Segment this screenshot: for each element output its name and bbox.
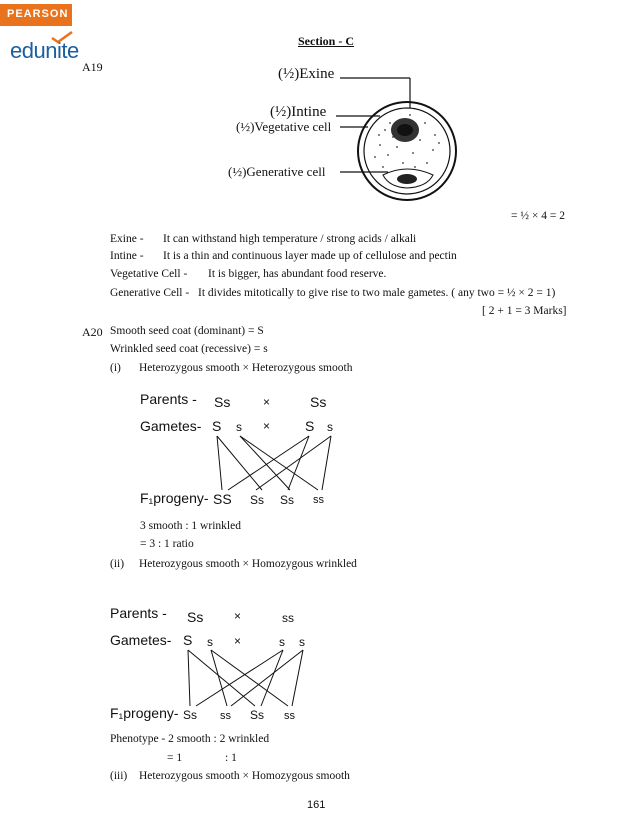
def-generative-text: It divides mitotically to give rise to two male gametes. ( any two = ½ × 2 = 1) xyxy=(198,287,556,299)
cross1-parents-label: Parents - xyxy=(140,391,197,407)
cross1-gamete-4: s xyxy=(327,420,333,434)
cross2-progeny-label: F₁progeny- xyxy=(110,705,179,721)
label-generative-cell: (½)Generative cell xyxy=(228,164,326,179)
cross1-progeny-2: Ss xyxy=(250,493,265,507)
question-label-a20: A20 xyxy=(82,325,103,339)
cross1-num: (i) xyxy=(110,362,121,374)
cross2-num: (ii) xyxy=(110,558,125,570)
cross2-gamete-4: s xyxy=(299,635,305,649)
label-exine: (½)Exine xyxy=(278,66,335,82)
cross2-progeny-3: Ss xyxy=(250,708,265,722)
question-label-a19: A19 xyxy=(82,60,103,74)
cross1-result1: 3 smooth : 1 wrinkled xyxy=(140,520,241,532)
cross3-num: (iii) xyxy=(110,770,128,782)
label-vegetative-cell: (½)Vegetative cell xyxy=(236,119,332,134)
def-exine-term: Exine - xyxy=(110,233,144,245)
a20-line2: Wrinkled seed coat (recessive) = s xyxy=(110,343,268,355)
cross1-progeny-3: Ss xyxy=(280,493,295,507)
cross1-gamete-2: s xyxy=(236,420,242,434)
cross2-parents-label: Parents - xyxy=(110,605,167,621)
def-vegetative-text: It is bigger, has abundant food reserve. xyxy=(208,268,387,280)
cross2-gametes-label: Gametes- xyxy=(110,632,172,648)
cross2-progeny-1: Ss xyxy=(183,708,198,722)
def-generative-term: Generative Cell - xyxy=(110,287,190,299)
cross2-times: × xyxy=(234,609,242,623)
pearson-logo-text: PEARSON xyxy=(7,8,69,20)
cross2-parent1: Ss xyxy=(187,609,204,625)
a19-score: = ½ × 4 = 2 xyxy=(511,210,565,222)
a19-marks: [ 2 + 1 = 3 Marks] xyxy=(482,305,567,317)
cross2-phenotype: Phenotype - 2 smooth : 2 wrinkled xyxy=(110,733,270,745)
cross1-progeny-1: SS xyxy=(213,491,232,507)
def-intine-text: It is a thin and continuous layer made up of cellulose and pectin xyxy=(163,250,457,262)
cross2-ratio-left: = 1 xyxy=(167,752,183,764)
cross2-gamete-3: s xyxy=(279,635,285,649)
cross1-gametes-label: Gametes- xyxy=(140,418,202,434)
cross2-parent2: ss xyxy=(282,611,294,625)
cross1-gamete-3: S xyxy=(305,418,315,434)
def-intine-term: Intine - xyxy=(110,250,144,262)
cross1-parent2: Ss xyxy=(310,394,327,410)
edunite-logo: edunite xyxy=(10,38,79,63)
cross2-progeny-4: ss xyxy=(284,710,295,722)
cross2-gametes-times: × xyxy=(234,634,242,648)
cross1-progeny-4: ss xyxy=(313,494,324,506)
cross1-gametes-times: × xyxy=(263,419,271,433)
cross2-gamete-2: s xyxy=(207,635,213,649)
cross1-times: × xyxy=(263,395,271,409)
cross1-progeny-label: F₁progeny- xyxy=(140,490,209,506)
cross1-result2: = 3 : 1 ratio xyxy=(140,538,194,550)
page-number: 161 xyxy=(307,799,326,811)
cross3-title: Heterozygous smooth × Homozygous smooth xyxy=(139,770,350,782)
cross2-ratio-right: : 1 xyxy=(225,752,237,764)
cross2-gamete-1: S xyxy=(183,632,193,648)
cross1-title: Heterozygous smooth × Heterozygous smooth xyxy=(139,362,353,374)
def-exine-text: It can withstand high temperature / strong acids / alkali xyxy=(163,233,417,245)
label-intine: (½)Intine xyxy=(270,104,327,120)
cross2-title: Heterozygous smooth × Homozygous wrinkled xyxy=(139,558,357,570)
section-title: Section - C xyxy=(298,34,354,48)
cross1-gamete-1: S xyxy=(212,418,222,434)
a20-line1: Smooth seed coat (dominant) = S xyxy=(110,325,264,337)
cross1-parent1: Ss xyxy=(214,394,231,410)
cross2-progeny-2: ss xyxy=(220,710,231,722)
def-vegetative-term: Vegetative Cell - xyxy=(110,268,188,280)
